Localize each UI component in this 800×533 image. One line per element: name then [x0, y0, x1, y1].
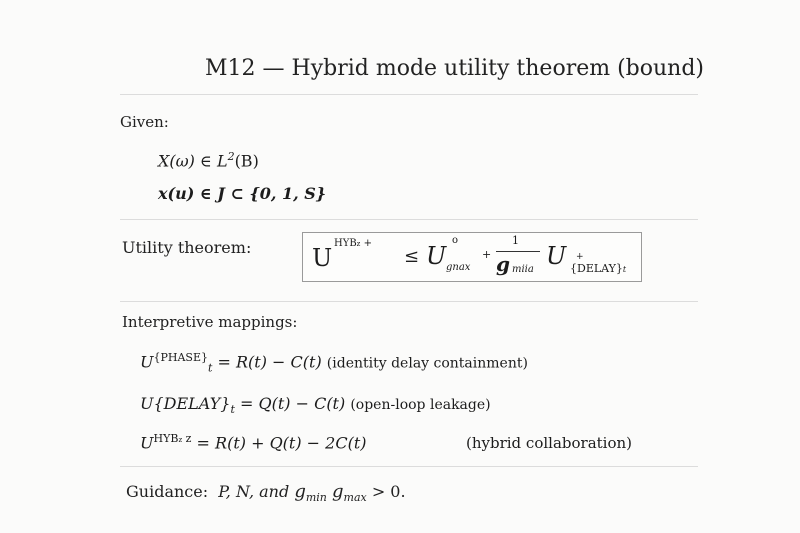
theorem-U2: U [426, 242, 447, 270]
mappings-label: Interpretive mappings: [122, 313, 298, 331]
theorem-U2-sup: o [452, 235, 459, 246]
utility-label: Utility theorem: [122, 238, 252, 257]
given-line-1 [158, 150, 259, 170]
divider [120, 219, 698, 220]
mapping-phase [140, 351, 528, 375]
theorem-U-sup-hyb: HYB [334, 238, 357, 249]
theorem-U3-sup: + [576, 252, 584, 262]
theorem-U2-sub: gnax [446, 262, 471, 273]
page-title: M12 — Hybrid mode utility theorem (bound) [205, 56, 704, 81]
divider [120, 466, 698, 467]
theorem-U-sup-sub: z [356, 240, 361, 248]
mapping-phase-note: (identity delay containment) [326, 355, 528, 372]
theorem-U3-sub-delay: {DELAY} [570, 262, 623, 275]
mapping-phase-lhs: U [140, 352, 154, 372]
theorem-frac-num: 1 [512, 234, 519, 247]
mapping-phase-sub: t [208, 361, 213, 375]
mapping-hybrid [140, 432, 367, 452]
mapping-hybrid-sup [153, 432, 191, 445]
mapping-hybrid-note: (hybrid collaboration) [466, 434, 633, 452]
mapping-hybrid-lhs: U [140, 433, 154, 453]
theorem-U-sup-plus: + [363, 238, 372, 249]
given-line-1-rhs: (B) [234, 151, 259, 171]
mapping-hybrid-sup-sub: z [178, 436, 183, 444]
mapping-phase-sup: {PHASE} [153, 351, 208, 364]
given-line-1-sup: 2 [227, 150, 235, 163]
guidance-tail: > 0. [371, 482, 406, 501]
mapping-phase-rhs: = R(t) − C(t) [217, 352, 322, 372]
mapping-hybrid-sup2: z [185, 432, 192, 445]
guidance-g2: g [331, 481, 344, 502]
mapping-delay-lhs: U{DELAY} [140, 394, 231, 413]
divider [120, 301, 698, 302]
mapping-hybrid-sup-hyb: HYB [153, 432, 179, 445]
guidance-g2-sub: max [343, 491, 367, 505]
divider [120, 94, 698, 95]
guidance-text: P, N, and [218, 482, 290, 501]
theorem-frac-den-sub: miia [512, 264, 534, 275]
guidance-g1-sub: min [305, 491, 327, 505]
theorem-plus: + [482, 248, 492, 261]
mapping-delay-rhs: = Q(t) − C(t) [239, 394, 346, 413]
theorem-leq: ≤ [404, 246, 420, 267]
theorem-U-sup [334, 238, 372, 249]
mapping-hybrid-rhs: = R(t) + Q(t) − 2C(t) [196, 433, 367, 453]
guidance-label: Guidance: [126, 482, 209, 501]
mapping-delay-note: (open-loop leakage) [350, 397, 491, 413]
mapping-delay-sub: t [230, 403, 235, 417]
guidance-g1: g [294, 481, 306, 502]
theorem-U3-sub [570, 262, 626, 275]
given-label: Given: [120, 113, 169, 131]
theorem-U3-sub-t: t [622, 265, 627, 274]
theorem-U: U [312, 244, 333, 272]
theorem-frac-den: g [496, 252, 510, 276]
given-line-1-lhs: X(ω) ∈ L [158, 151, 228, 171]
theorem-U3: U [546, 242, 567, 270]
guidance-line [126, 481, 406, 504]
given-line-2: x(u) ∈ J ⊂ {0, 1, S} [158, 184, 327, 203]
mapping-delay [140, 394, 491, 416]
